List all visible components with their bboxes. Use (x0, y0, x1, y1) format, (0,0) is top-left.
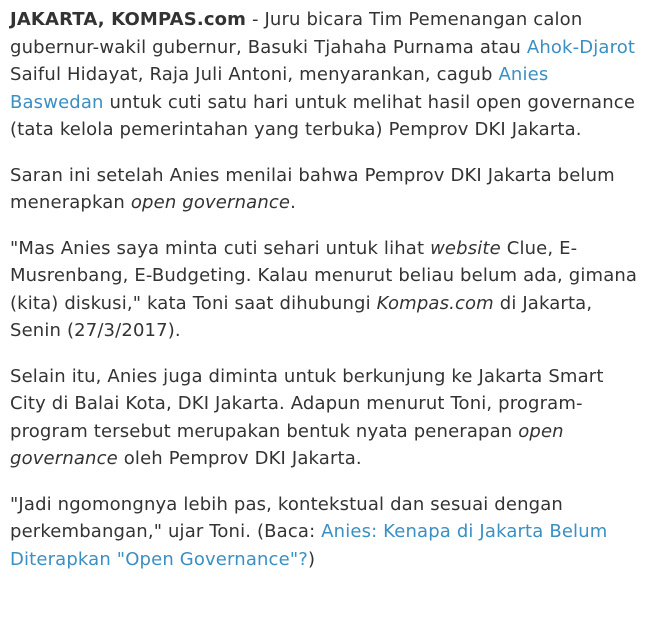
paragraph-3-emphasis-kompas: Kompas.com (376, 292, 494, 314)
paragraph-1-text-a: - Juru bicara Tim Pemenangan calon gubernur-wakil gubernur, Basuki Tjahaha Purnama atau (10, 9, 583, 58)
paragraph-3-emphasis-website: website (430, 237, 501, 259)
paragraph-5 (10, 491, 642, 574)
paragraph-1-text-b: Saiful Hidayat, Raja Juli Antoni, menyarankan, cagub (10, 64, 499, 85)
paragraph-2-emphasis: open governance (130, 192, 291, 213)
paragraph-3-text-b: Clue, E-Musrenbang, E-Budgeting. Kalau menurut beliau belum ada, gimana (kita) diskusi," kata Toni saat dihubungi (10, 237, 638, 314)
paragraph-2-text-a: Saran ini setelah Anies menilai bahwa Pemprov DKI Jakarta belum menerapkan (10, 164, 615, 213)
paragraph-5-text-b: ) (307, 548, 316, 570)
link-ahok-djarot[interactable]: Ahok-Djarot (526, 36, 636, 58)
dateline: JAKARTA, KOMPAS.com (10, 9, 247, 30)
paragraph-2-text-b: . (290, 192, 297, 213)
paragraph-5-text-a: "Jadi ngomongnya lebih pas, kontekstual dan sesuai dengan perkembangan," ujar Toni. (Baca: (10, 493, 563, 542)
link-anies-baswedan[interactable]: Anies Baswedan (10, 64, 549, 113)
paragraph-4-text-a: Selain itu, Anies juga diminta untuk berkunjung ke Jakarta Smart City di Balai Kota, DKI Jakarta. Adapun menurut Toni, program-program tersebut merupakan bentuk nyata penerapan (10, 365, 604, 442)
paragraph-3-text-c: di Jakarta, Senin (27/3/2017). (10, 292, 593, 341)
paragraph-4-text-b: oleh Pemprov DKI Jakarta. (117, 448, 362, 469)
paragraph-4-emphasis: open governance (10, 420, 564, 469)
paragraph-3-text-a: "Mas Anies saya minta cuti sehari untuk lihat (10, 237, 431, 259)
paragraph-1 (10, 6, 642, 144)
paragraph-2 (10, 162, 642, 217)
paragraph-1-text-c: untuk cuti satu hari untuk melihat hasil open governance (tata kelola pemerintahan yang terbuka) Pemprov DKI Jakarta. (10, 91, 636, 140)
paragraph-3 (10, 235, 642, 345)
paragraph-4 (10, 363, 642, 473)
link-related-article[interactable]: Anies: Kenapa di Jakarta Belum Diterapkan "Open Governance"? (10, 521, 608, 570)
